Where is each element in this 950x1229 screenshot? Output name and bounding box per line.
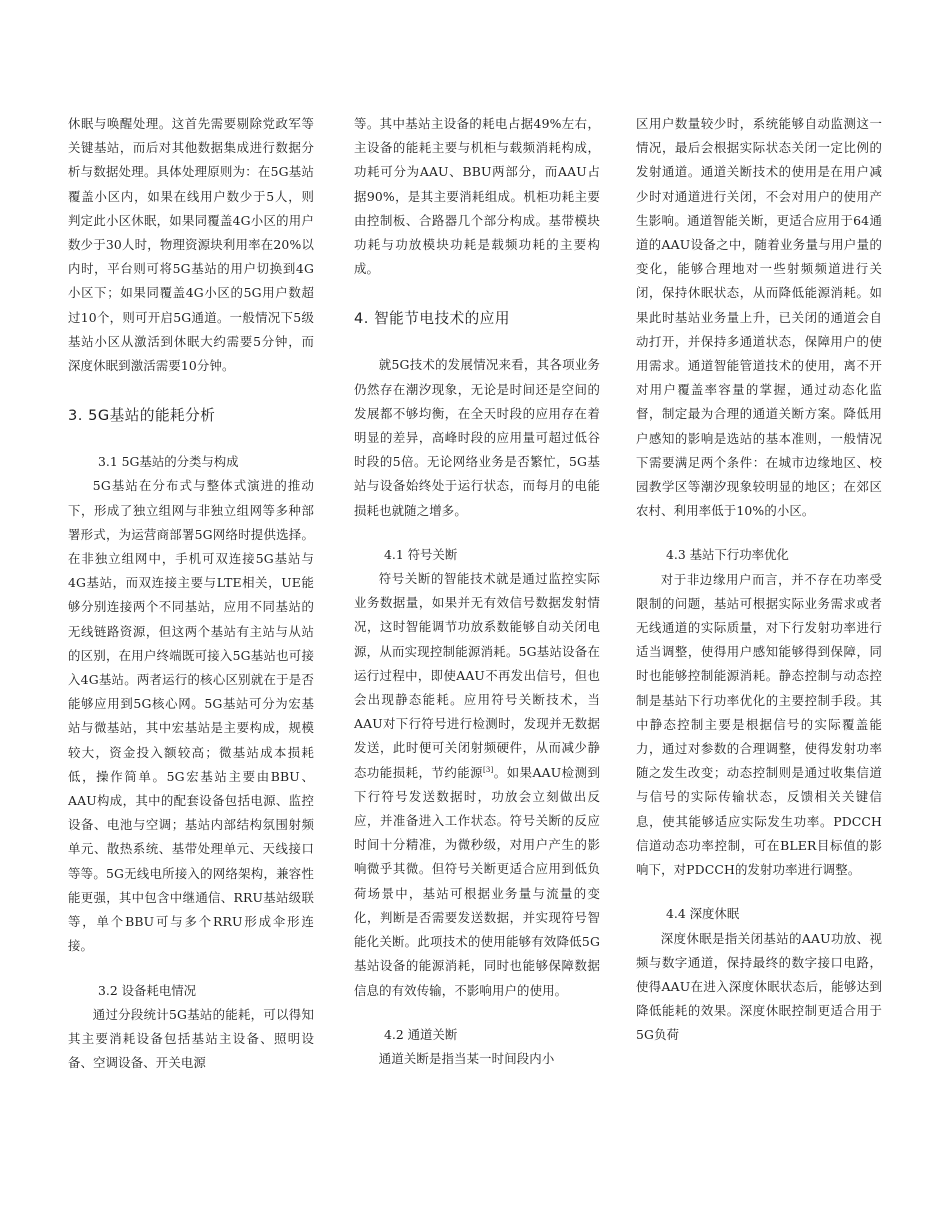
section-3-heading: 3. 5G基站的能耗分析 [68, 407, 216, 425]
subsection-4-3-heading: 4.3 基站下行功率优化 [666, 547, 789, 563]
paragraph-4-1-part-b: 。如果AAU检测到下行符号发送数据时，功放会立刻做出反应，并准备进入工作状态。符号关断的反应时间十分精准，为微秒级，对用户产生的影响微乎其微。但符号关断更适合应用到低负荷场景中，基站可根据业务量与流量的变化，判断是否需要发送数据，并实现符号智能化关断。此项技术的使用能够有效降低5G基站设备的能源消耗，同时也能够保障数据信息的有效传输，不影响用户的使用。 [354, 764, 600, 998]
subsection-3-1-heading: 3.1 5G基站的分类与构成 [98, 454, 239, 470]
subsection-3-2-heading: 3.2 设备耗电情况 [98, 982, 196, 998]
paragraph-3-1: 5G基站在分布式与整体式演进的推动下，形成了独立组网与非独立组网等多种部署形式，为运营商部署5G网络时提供选择。在非独立组网中，手机可双连接5G基站与4G基站，而双连接主要与LTE相关，UE能够分别连接两个不同基站，应用不同基站的无线链路资源，但这两个基站有主站与从站的区别，在用户终端既可接入5G基站也可接入4G基站。两者运行的核心区别就在于是否能够应用到5G核心网。5G基站可分为宏基站与微基站，其中宏基站是主要构成，规模较大，资金投入额较高；微基站成本损耗低，操作简单。5G宏基站主要由BBU、AAU构成，其中的配套设备包括电源、监控设备、电池与空调；基站内部结构氛围射频单元、散热系统、基带处理单元、天线接口等等。5G无线电所接入的网络架构，兼容性能更强，其中包含中继通信、RRU基站级联等，单个BBU可与多个RRU形成伞形连接。 [68, 478, 314, 954]
subsection-4-2-heading: 4.2 通道关断 [384, 1026, 458, 1042]
paragraph-intro: 休眠与唤醒处理。这首先需要剔除党政军等关键基站，而后对其他数据集成进行数据分析与数据处理。具体处理原则为：在5G基站覆盖小区内，如果在线用户数少于5人，则判定此小区休眠，如果同覆盖4G小区的用户数少于30人时，物理资源块利用率在20%以内时，平台则可将5G基站的用户切换到4G小区下；如果同覆盖4G小区的5G用户数超过10个，则可开启5G通道。一般情况下5级基站小区从激活到休眠大约需要5分钟，而深度休眠到激活需要10分钟。 [68, 116, 314, 374]
column-middle [354, 112, 600, 1071]
paragraph-4-1-part-a: 符号关断的智能技术就是通过监控实际业务数据量，如果并无有效信号数据发射情况，这时智能调节功放系数能够自动关闭电源，从而实现控制能源消耗。5G基站设备在运行过程中，即使AAU不再发出信号，但也会出现静态能耗。应用符号关断技术，当AAU对下行符号进行检测时，发现并无数据发送，此时便可关闭射频硬件，从而减少静态功能损耗，节约能源 [354, 571, 600, 780]
paragraph-4-3: 对于非边缘用户而言，并不存在功率受限制的问题，基站可根据实际业务需求或者无线通道的实际质量，对下行发射功率进行适当调整，使得用户感知能够得到保障，同时也能够控制能源消耗。静态控制与动态控制是基站下行功率优化的主要控制手段。其中静态控制主要是根据信号的实际覆盖能力，通过对参数的合理调整，使得发射功率随之发生改变；动态控制则是通过收集信道与信号的实际传输状态，反馈相关关键信息，使其能够适应实际发生功率。PDCCH信道动态功率控制，可在BLER目标值的影响下，对PDCCH的发射功率进行调整。 [636, 571, 882, 878]
paragraph-4: 就5G技术的发展情况来看，其各项业务仍然存在潮汐现象，无论是时间还是空间的发展都不够均衡，在全天时段的应用存在着明显的差异，高峰时段的应用量可超过低谷时段的5倍。无论网络业务是否繁忙，5G基站与设备始终处于运行状态，而每月的电能损耗也就随之增多。 [354, 357, 600, 518]
column-right [636, 112, 882, 1048]
citation: [3] [483, 765, 494, 774]
paragraph-4-1 [354, 567, 600, 1003]
paragraph-4-2: 通道关断是指当某一时间段内小 [378, 1050, 555, 1066]
paragraph-3-2: 通过分段统计5G基站的能耗，可以得知其主要消耗设备包括基站主设备、照明设备、空调设备、开关电源 [68, 1006, 314, 1071]
section-4-heading: 4. 智能节电技术的应用 [354, 310, 510, 328]
subsection-4-1-heading: 4.1 符号关断 [384, 546, 458, 562]
subsection-4-4-heading: 4.4 深度休眠 [666, 906, 740, 922]
paragraph-continued: 等。其中基站主设备的耗电占据49%左右，主设备的能耗主要与机柜与载频消耗构成，功耗可分为AAU、BBU两部分，而AAU占据90%，是其主要消耗组成。机柜功耗主要由控制板、合路器几个部分构成。基带模块功耗与功放模块功耗是载频功耗的主要构成。 [354, 116, 600, 277]
paragraph-continued: 区用户数量较少时，系统能够自动监测这一情况，最后会根据实际状态关闭一定比例的发射通道。通道关断技术的使用是在用户减少时对通道进行关闭，不会对用户的使用产生影响。通道智能关断，更适合应用于64通道的AAU设备之中，随着业务量与用户量的变化，能够合理地对一些射频频道进行关闭，保持休眠状态，从而降低能源消耗。如果此时基站业务量上升，已关闭的通道会自动打开，并保持多通道状态，保障用户的使用需求。通道智能管道技术的使用，离不开对用户覆盖率容量的掌握，通过动态化监督，制定最为合理的通道关断方案。降低用户感知的影响是选站的基本准则，一般情况下需要满足两个条件：在城市边缘地区、校园教学区等潮汐现象较明显的地区；在郊区农村、利用率低于10%的小区。 [636, 116, 882, 519]
column-left [68, 112, 314, 1075]
paragraph-4-4: 深度休眠是指关闭基站的AAU功放、视频与数字通道，保持最终的数字接口电路，使得AAU在进入深度休眠状态后，能够达到降低能耗的效果。深度休眠控制更适合用于5G负荷 [636, 930, 882, 1043]
